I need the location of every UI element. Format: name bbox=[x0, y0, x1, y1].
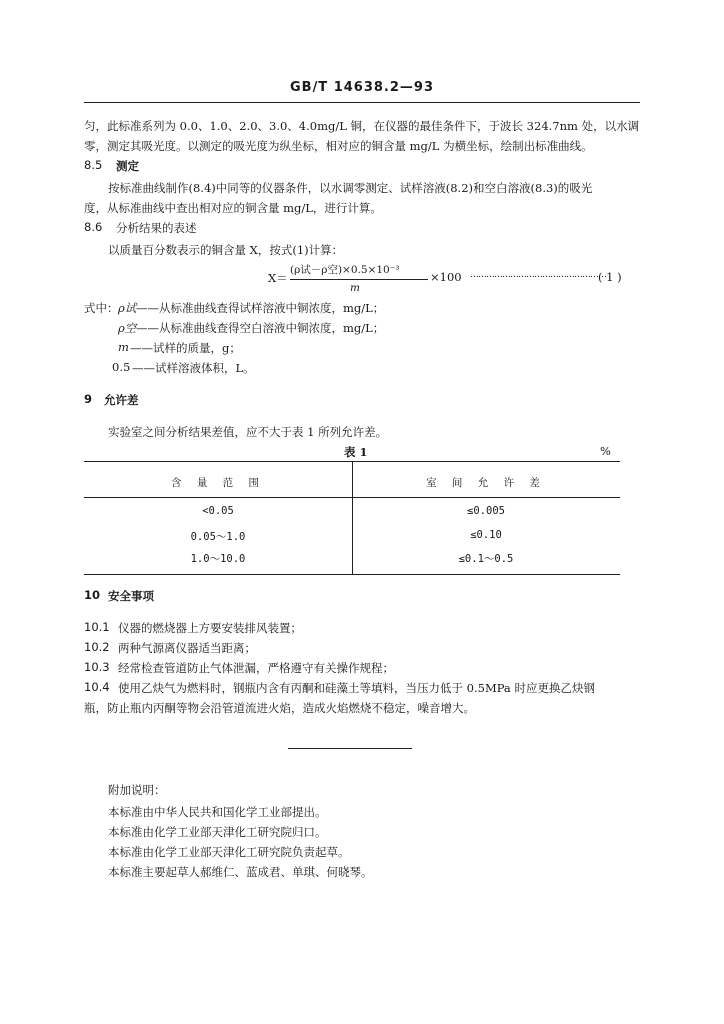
where-desc: ——从标准曲线查得试样溶液中铜浓度，mg/L； bbox=[136, 301, 385, 315]
where-symbol: m bbox=[118, 340, 129, 354]
item-number: 10.1 bbox=[84, 620, 110, 634]
standard-code: GB/T 14638.2—93 bbox=[289, 80, 435, 95]
section-title: 安全事项 bbox=[108, 589, 154, 603]
formula-leader: …………………………………………… bbox=[470, 270, 606, 280]
paragraph-line: 度，从标准曲线中查出相对应的铜含量 mg/L，进行计算。 bbox=[84, 201, 382, 215]
closing-rule bbox=[288, 748, 412, 749]
note-line: 本标准由化学工业部天津化工研究院负责起草。 bbox=[108, 845, 350, 859]
formula-lhs: X＝ bbox=[268, 271, 288, 285]
table-header-range: 含 量 范 围 bbox=[170, 477, 265, 489]
table-caption: 表 1 bbox=[344, 445, 368, 459]
notes-title: 附加说明： bbox=[108, 783, 166, 797]
table-unit: % bbox=[600, 444, 611, 458]
item-text: 仪器的燃烧器上方要安装排风装置； bbox=[118, 621, 302, 635]
item-number: 10.3 bbox=[84, 660, 110, 674]
item-text: 使用乙炔气为燃料时，钢瓶内含有丙酮和硅藻土等填料，当压力低于 0.5MPa 时应更换乙炔钢 bbox=[118, 681, 595, 695]
table-cell: ≤0.005 bbox=[467, 505, 505, 517]
paragraph-line: 零，测定其吸光度。以测定的吸光度为纵坐标，相对应的铜含量 mg/L 为横坐标，绘制出标准曲线。 bbox=[84, 139, 593, 153]
formula-numerator: (ρ试－ρ空)×0.5×10⁻³ bbox=[290, 264, 400, 276]
item-text: 经常检查管道防止气体泄漏，严格遵守有关操作规程； bbox=[118, 661, 394, 675]
paragraph-line: 按标准曲线制作(8.4)中同等的仪器条件，以水调零测定、试样溶液(8.2)和空白溶液(8.3)的吸光 bbox=[108, 181, 593, 195]
fraction-bar bbox=[290, 279, 428, 280]
paragraph-line: 实验室之间分析结果差值，应不大于表 1 所列允许差。 bbox=[108, 425, 388, 439]
section-number: 8.6 bbox=[84, 220, 103, 234]
table-cell: 0.05～1.0 bbox=[190, 531, 246, 543]
where-symbol: ρ空 bbox=[118, 321, 137, 335]
where-symbol: 0.5 bbox=[112, 360, 131, 374]
formula-rhs: ×100 bbox=[430, 270, 462, 284]
where-symbol: ρ试 bbox=[118, 301, 137, 315]
paragraph-line: 匀，此标准系列为 0.0、1.0、2.0、3.0、4.0mg/L 铜，在仪器的最佳条件下，于波长 324.7nm 处，以水调 bbox=[84, 119, 640, 133]
formula-denominator: m bbox=[350, 282, 360, 294]
table-header-tolerance: 室 间 允 许 差 bbox=[426, 477, 546, 489]
item-text: 两种气源离仪器适当距离； bbox=[118, 641, 256, 655]
table-bottom-rule bbox=[84, 574, 620, 575]
item-text-continued: 瓶，防止瓶内丙酮等物会沿管道流进火焰，造成火焰燃烧不稳定，噪音增大。 bbox=[84, 701, 475, 715]
section-number: 9 bbox=[84, 392, 93, 406]
table-cell: <0.05 bbox=[202, 505, 234, 517]
table-cell: 1.0～10.0 bbox=[190, 553, 246, 565]
item-number: 10.2 bbox=[84, 640, 110, 654]
item-number: 10.4 bbox=[84, 680, 110, 694]
where-desc: ——试样溶液体积，L。 bbox=[132, 361, 255, 375]
section-title: 测定 bbox=[116, 159, 139, 173]
note-line: 本标准主要起草人郝维仁、蓝成君、单琪、何晓琴。 bbox=[108, 865, 373, 879]
where-desc: ——试样的质量，g； bbox=[130, 341, 241, 355]
section-number: 8.5 bbox=[84, 158, 103, 172]
where-desc: ——从标准曲线查得空白溶液中铜浓度，mg/L； bbox=[136, 321, 385, 335]
section-title: 分析结果的表述 bbox=[116, 221, 197, 235]
table-cell: ≤0.1～0.5 bbox=[458, 553, 514, 565]
table-cell: ≤0.10 bbox=[470, 529, 502, 541]
note-line: 本标准由中华人民共和国化学工业部提出。 bbox=[108, 805, 327, 819]
table-header-rule bbox=[84, 497, 620, 498]
section-title: 允许差 bbox=[104, 393, 139, 407]
header-rule bbox=[84, 102, 640, 103]
where-label: 式中： bbox=[84, 301, 119, 315]
note-line: 本标准由化学工业部天津化工研究院归口。 bbox=[108, 825, 327, 839]
section-number: 10 bbox=[84, 588, 101, 602]
formula-number: ( 1 ) bbox=[598, 270, 622, 284]
paragraph-line: 以质量百分数表示的铜含量 X，按式(1)计算： bbox=[108, 243, 344, 257]
